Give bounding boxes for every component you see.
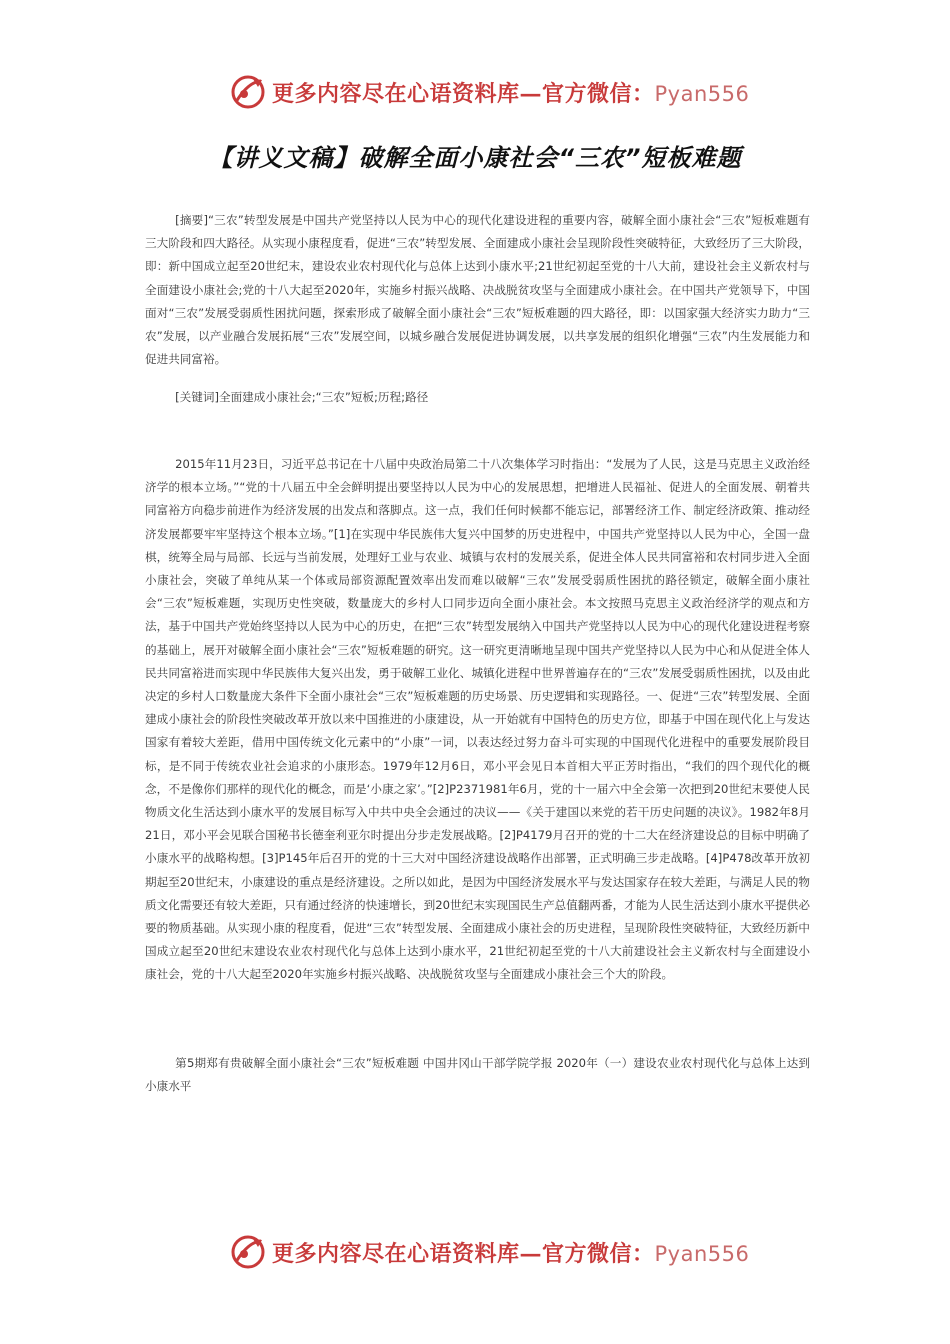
banner-text: 更多内容尽在心语资料库—官方微信： — [272, 80, 655, 107]
logo-icon — [228, 1232, 268, 1272]
abstract-paragraph: [摘要]“三农”转型发展是中国共产党坚持以人民为中心的现代化建设进程的重要内容，破解全面小康社会“三农”短板难题有三大阶段和四大路径。从实现小康程度看，促进“三农”转型发展、全面建成小康社会呈现阶段性突破特征，大致经历了三大阶段，即：新中国成立起至20世纪末，建设农业农村现代化与总体上达到小康水平;21世纪初起至党的十八大前，建设社会主义新农村与全面建设小康社会;党的十八大起至2020年，实施乡村振兴战略、决战脱贫攻坚与全面建成小康社会。在中国共产党领导下，中国面对“三农”发展受弱质性困扰问题，探索形成了破解全面小康社会“三农”短板难题的四大路径，即：以国家强大经济实力助力“三农”发展，以产业融合发展拓展“三农”发展空间，以城乡融合发展促进协调发展，以共享发展的组织化增强“三农”内生发展能力和促进共同富裕。 — [145, 213, 810, 367]
banner-wechat-id: Pyan556 — [654, 81, 750, 106]
body-paragraph: 2015年11月23日，习近平总书记在十八届中央政治局第二十八次集体学习时指出：“发展为了人民，这是马克思主义政治经济学的根本立场。”“党的十八届五中全会鲜明提出要坚持以人民为中心的发展思想，把增进人民福祉、促进人的全面发展、朝着共同富裕方向稳步前进作为经济发展的出发点和落脚点。这一点，我们任何时候都不能忘记，部署经济工作、制定经济政策、推动经济发展都要牢牢坚持这个根本立场。”[1]在实现中华民族伟大复兴中国梦的历史进程中，中国共产党坚持以人民为中心，全国一盘棋，统筹全局与局部、长远与当前发展，处理好工业与农业、城镇与农村的发展关系，促进全体人民共同富裕和农村同步进入全面小康社会，突破了单纯从某一个体或局部资源配置效率出发而难以破解“三农”发展受弱质性困扰的路径锁定，破解全面小康社会“三农”短板难题，实现历史性突破，数量庞大的乡村人口同步迈向全面小康社会。本文按照马克思主义政治经济学的观点和方法，基于中国共产党始终坚持以人民为中心的历史，在把“三农”转型发展纳入中国共产党坚持以人民为中心的现代化建设进程考察的基础上，展开对破解全面小康社会“三农”短板难题的研究。这一研究更清晰地呈现中国共产党坚持以人民为中心和从促进全体人民共同富裕进而实现中华民族伟大复兴出发，勇于破解工业化、城镇化进程中世界普遍存在的“三农”发展受弱质性困扰，以及由此决定的乡村人口数量庞大条件下全面小康社会“三农”短板难题的历史场景、历史逻辑和实现路径。一、促进“三农”转型发展、全面建成小康社会的阶段性突破改革开放以来中国推进的小康建设，从一开始就有中国特色的历史方位，即基于中国在现代化上与发达国家有着较大差距，借用中国传统文化元素中的“小康”一词，以表达经过努力奋斗可实现的中国现代化进程中的重要发展阶段目标，是不同于传统农业社会追求的小康形态。1979年12月6日，邓小平会见日本首相大平正芳时指出，“我们的四个现代化的概念，不是像你们那样的现代化的概念，而是‘小康之家’。”[2]P2371981年6月，党的十一届六中全会第一次把到20世纪末要使人民物质文化生活达到小康水平的发展目标写入中共中央全会通过的决议——《关于建国以来党的若干历史问题的决议》。1982年8月21日，邓小平会见联合国秘书长德奎利亚尔时提出分步走发展战略。[2]P4179月召开的党的十二大在经济建设总的目标中明确了小康水平的战略构想。[3]P145年后召开的党的十三大对中国经济建设战略作出部署，正式明确三步走战略。[4]P478改革开放初期起至20世纪末，小康建设的重点是经济建设。之所以如此，是因为中国经济发展水平与发达国家存在较大差距，与满足人民的物质文化需要还有较大差距，只有通过经济的快速增长，到20世纪末实现国民生产总值翻两番，才能为人民生活达到小康水平提供必要的物质基础。从实现小康的程度看，促进“三农”转型发展、全面建成小康社会的历史进程，呈现阶段性突破特征，大致经历新中国成立起至20世纪末建设农业农村现代化与总体上达到小康水平，21世纪初起至党的十八大前建设社会主义新农村与全面建设小康社会，党的十八大起至2020年实施乡村振兴战略、决战脱贫攻坚与全面建成小康社会三个大的阶段。 — [145, 457, 810, 982]
footer-watermark-banner — [228, 1232, 750, 1272]
footnote-paragraph: 第5期郑有贵破解全面小康社会“三农”短板难题 中国井冈山干部学院学报 2020年（一）建设农业农村现代化与总体上达到小康水平 — [145, 1056, 810, 1094]
banner-text: 更多内容尽在心语资料库—官方微信： — [272, 1240, 655, 1267]
keywords-line: [关键词]全面建成小康社会;“三农”短板;历程;路径 — [175, 390, 429, 404]
logo-icon — [228, 72, 268, 112]
header-watermark-banner — [228, 72, 750, 112]
page-title: 【讲义文稿】破解全面小康社会“三农”短板难题 — [208, 144, 742, 172]
banner-wechat-id: Pyan556 — [654, 1241, 750, 1266]
